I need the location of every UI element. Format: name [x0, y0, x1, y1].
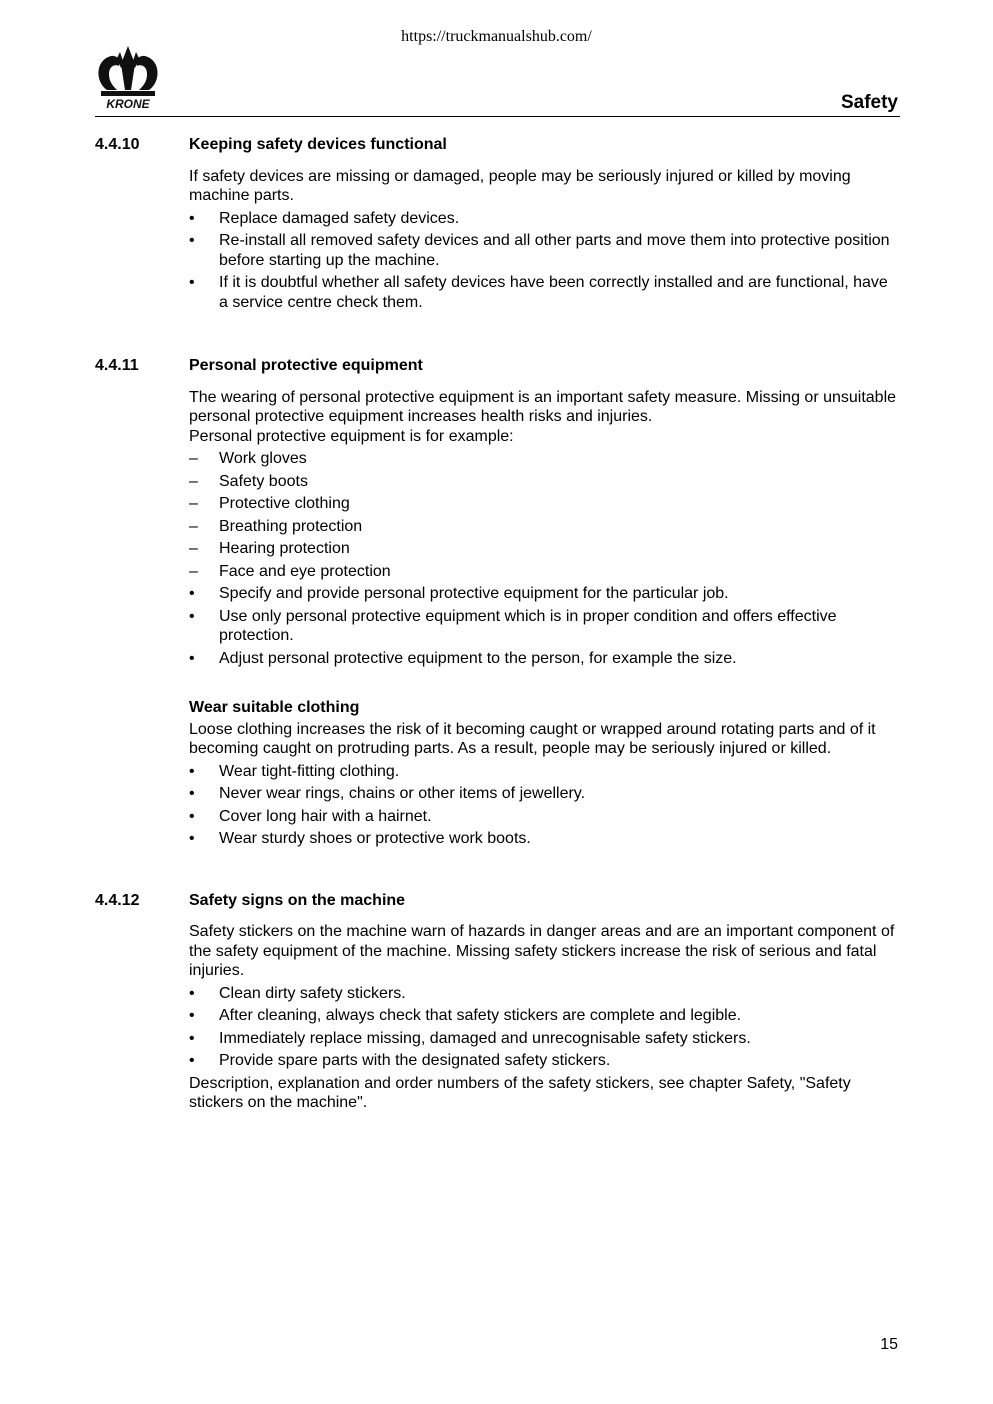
- bullet-marker: •: [189, 984, 195, 1002]
- list-item: • Wear tight-fitting clothing.: [189, 762, 400, 780]
- list-item: • Immediately replace missing, damaged and unrecognisable safety stickers.: [189, 1029, 751, 1047]
- list-item: – Breathing protection: [189, 517, 363, 535]
- list-item: • Re-install all removed safety devices and all other parts and move them into protective position before starting up the machine.: [189, 232, 890, 269]
- section-number: 4.4.10: [95, 136, 140, 153]
- page-header-title: Safety: [840, 92, 898, 113]
- subsection-wear-suitable-clothing: [189, 698, 900, 849]
- paragraph: Personal protective equipment is for example:: [189, 427, 514, 445]
- paragraph: Loose clothing increases the risk of it becoming caught or wrapped around rotating parts and of it becoming caught on protruding parts. As a result, people may be seriously injured or killed.: [189, 720, 876, 757]
- bullet-marker: •: [189, 1007, 195, 1024]
- bullet-marker: •: [189, 762, 195, 780]
- list-item: – Safety boots: [189, 472, 308, 490]
- bullet-marker: •: [189, 649, 195, 667]
- bullet-marker: •: [189, 209, 195, 227]
- list-item: – Hearing protection: [189, 540, 350, 557]
- section-title: Safety signs on the machine: [189, 891, 406, 909]
- dash-list: [189, 449, 900, 581]
- source-url[interactable]: https://truckmanualshub.com/: [401, 28, 592, 45]
- section-4-4-11: [95, 356, 900, 849]
- page-content: [95, 135, 900, 1145]
- list-item: • Use only personal protective equipment which is in proper condition and offers effective protection.: [189, 607, 837, 644]
- section-4-4-10: [95, 135, 900, 312]
- bullet-marker: •: [189, 585, 195, 602]
- list-item: – Work gloves: [189, 450, 307, 467]
- dash-marker: –: [189, 540, 198, 557]
- bullet-marker: •: [189, 274, 195, 291]
- section-heading: [95, 891, 900, 911]
- bullet-marker: •: [189, 232, 195, 249]
- list-item: • Cover long hair with a hairnet.: [189, 807, 432, 825]
- paragraph: If safety devices are missing or damaged, people may be seriously injured or killed by moving machine parts.: [189, 167, 851, 204]
- section-number: 4.4.11: [95, 357, 139, 374]
- header-divider: [95, 116, 900, 117]
- list-item: • After cleaning, always check that safety stickers are complete and legible.: [189, 1007, 742, 1024]
- subsection-title: Wear suitable clothing: [189, 699, 360, 716]
- bullet-list: [189, 762, 900, 849]
- section-body: [189, 922, 900, 1113]
- list-item: – Protective clothing: [189, 495, 350, 512]
- list-item: • Replace damaged safety devices.: [189, 209, 460, 227]
- list-item: • Specify and provide personal protective equipment for the particular job.: [189, 585, 729, 602]
- bullet-marker: •: [189, 1029, 195, 1047]
- section-title: Keeping safety devices functional: [189, 136, 447, 153]
- bullet-marker: •: [189, 607, 195, 625]
- dash-marker: –: [189, 562, 198, 580]
- list-item: • Provide spare parts with the designated safety stickers.: [189, 1052, 611, 1069]
- logo-wordmark: KRONE: [106, 97, 150, 110]
- bullet-marker: •: [189, 1052, 195, 1069]
- dash-marker: –: [189, 517, 198, 535]
- list-item: • If it is doubtful whether all safety devices have been correctly installed and are functional, have a service centre check them.: [189, 274, 888, 311]
- list-item: • Wear sturdy shoes or protective work boots.: [189, 830, 531, 847]
- list-item: • Never wear rings, chains or other items of jewellery.: [189, 785, 586, 802]
- list-item: • Adjust personal protective equipment to the person, for example the size.: [189, 649, 737, 667]
- page-number: 15: [880, 1336, 898, 1353]
- dash-marker: –: [189, 450, 198, 467]
- dash-marker: –: [189, 472, 198, 490]
- krone-crown-logo-icon: [93, 44, 163, 110]
- bullet-marker: •: [189, 807, 195, 825]
- paragraph: The wearing of personal protective equipment is an important safety measure. Missing or unsuitable personal protective equipment increases health risks and injuries.: [189, 388, 897, 425]
- section-4-4-12: [95, 891, 900, 1113]
- section-body: [189, 167, 900, 313]
- section-heading: [95, 356, 900, 376]
- section-body: [189, 388, 900, 849]
- list-item: – Face and eye protection: [189, 562, 391, 580]
- list-item: • Clean dirty safety stickers.: [189, 984, 406, 1002]
- bullet-list: [189, 209, 900, 313]
- bullet-list: [189, 584, 900, 668]
- section-number: 4.4.12: [95, 891, 140, 909]
- dash-marker: –: [189, 495, 198, 512]
- paragraph: Safety stickers on the machine warn of hazards in danger areas and are an important component of the safety equipment of the machine. Missing safety stickers increase the risk of serious and fatal injuries.: [189, 923, 895, 979]
- bullet-list: [189, 984, 900, 1071]
- section-title: Personal protective equipment: [189, 357, 423, 374]
- section-heading: [95, 135, 900, 155]
- bullet-marker: •: [189, 785, 195, 802]
- paragraph: Description, explanation and order numbers of the safety stickers, see chapter Safety, "Safety stickers on the machine".: [189, 1074, 851, 1111]
- bullet-marker: •: [189, 830, 195, 847]
- krone-logo: [93, 44, 163, 110]
